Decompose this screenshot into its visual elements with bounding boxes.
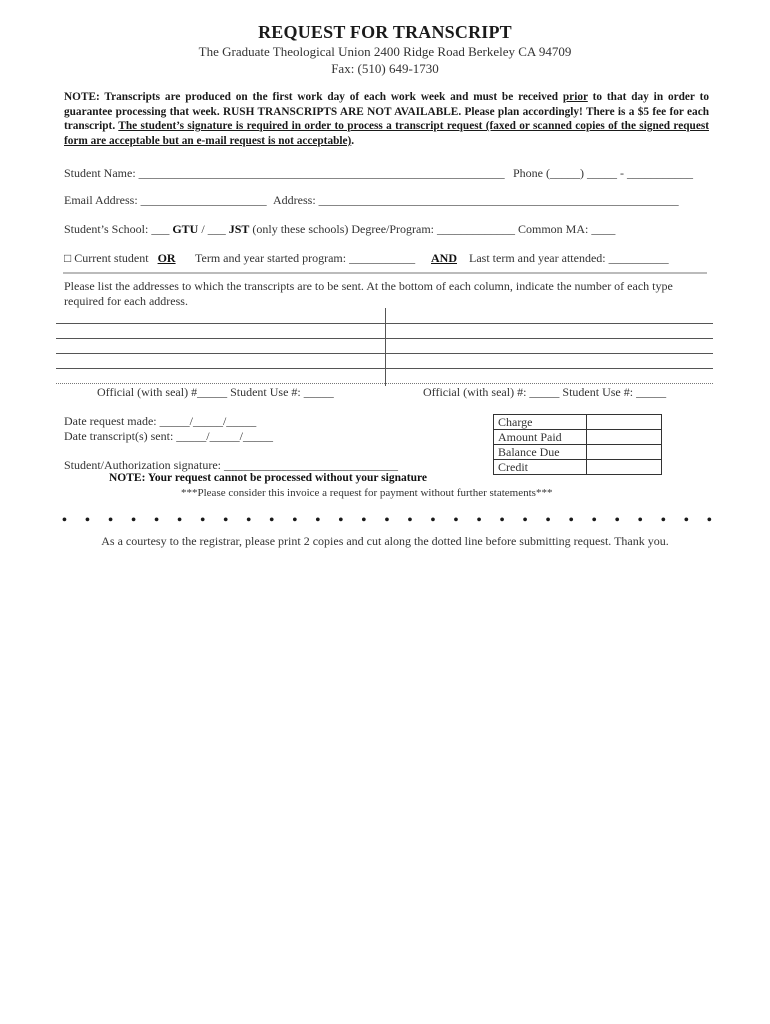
and-label: AND	[431, 251, 457, 265]
cut-line	[62, 513, 712, 529]
cut-dot: •	[660, 513, 666, 528]
school-separator[interactable]: / ___	[198, 222, 229, 236]
cut-dot: •	[384, 513, 390, 528]
cut-dot: •	[62, 513, 67, 528]
page-title: REQUEST FOR TRANSCRIPT	[258, 22, 512, 42]
amount-paid-label: Amount Paid	[494, 430, 587, 445]
cut-dot: •	[315, 513, 321, 528]
cut-dot: •	[361, 513, 367, 528]
phone-field[interactable]: Phone (_____) _____ - ___________	[513, 166, 693, 180]
credit-value[interactable]	[587, 460, 662, 475]
cut-dot: •	[200, 513, 206, 528]
cut-dot: •	[453, 513, 459, 528]
cut-dot: •	[292, 513, 298, 528]
charge-label: Charge	[494, 415, 587, 430]
table-row	[494, 415, 662, 430]
or-label: OR	[157, 251, 176, 265]
note-signature-requirement: The student’s signature is required in order to process a transcript request (faxed or scanned copies of the signed request form are acceptable but an e-mail request is not acceptable)	[64, 120, 709, 147]
cut-dot: •	[499, 513, 505, 528]
address-line-2[interactable]	[56, 338, 713, 339]
cut-dot: •	[683, 513, 689, 528]
cut-dot: •	[246, 513, 252, 528]
degree-program-field[interactable]: (only these schools) Degree/Program: _____________ Common MA: ____	[249, 222, 616, 236]
jst-label: JST	[228, 222, 250, 236]
section-divider	[63, 272, 707, 274]
cut-dot: •	[223, 513, 229, 528]
cut-dot: •	[154, 513, 160, 528]
cut-dot: •	[522, 513, 528, 528]
cut-dot: •	[269, 513, 275, 528]
charges-table	[493, 414, 662, 475]
courtesy-note: As a courtesy to the registrar, please print 2 copies and cut along the dotted line before submitting request. Thank you.	[101, 534, 669, 548]
cut-dot: •	[614, 513, 620, 528]
amount-paid-value[interactable]	[587, 430, 662, 445]
cut-dot: •	[131, 513, 136, 528]
cut-dot: •	[476, 513, 482, 528]
address-column-divider	[385, 308, 386, 386]
left-copies-count[interactable]: Official (with seal) #_____ Student Use #: _____	[97, 385, 334, 399]
invoice-note: ***Please consider this invoice a request for payment without further statements***	[181, 487, 553, 499]
cut-dot: •	[637, 513, 643, 528]
table-row	[494, 460, 662, 475]
email-field[interactable]: Email Address: _____________________	[64, 193, 267, 207]
current-student-label: Current student	[71, 251, 152, 265]
table-row	[494, 430, 662, 445]
address-line-3[interactable]	[56, 353, 713, 354]
fax-number: Fax: (510) 649-1730	[331, 61, 439, 76]
processing-note	[64, 90, 709, 148]
enrollment-line	[64, 251, 176, 266]
date-request-made-field[interactable]: Date request made: _____/_____/_____	[64, 414, 257, 428]
cut-dot: •	[706, 513, 712, 528]
right-copies-count[interactable]: Official (with seal) #: _____ Student Use #: _____	[423, 385, 667, 399]
signature-note: NOTE: Your request cannot be processed without your signature	[109, 472, 427, 484]
cut-dot: •	[108, 513, 113, 528]
table-row	[494, 445, 662, 460]
credit-label: Credit	[494, 460, 587, 475]
cut-dot: •	[177, 513, 183, 528]
date-sent-field[interactable]: Date transcript(s) sent: _____/_____/_____	[64, 429, 273, 443]
signature-field[interactable]: Student/Authorization signature: _____________________________	[64, 458, 398, 472]
gtu-label: GTU	[172, 222, 199, 236]
cut-dot: •	[338, 513, 344, 528]
balance-due-value[interactable]	[587, 445, 662, 460]
note-prior: prior	[562, 91, 588, 103]
cut-dot: •	[85, 513, 90, 528]
current-student-checkbox[interactable]: □	[64, 251, 72, 265]
address-line-4[interactable]	[56, 368, 713, 369]
cut-dot: •	[430, 513, 436, 528]
cut-dot: •	[407, 513, 413, 528]
charge-value[interactable]	[587, 415, 662, 430]
school-line	[64, 222, 615, 237]
address-line-5[interactable]	[56, 383, 713, 384]
balance-due-label: Balance Due	[494, 445, 587, 460]
note-end: .	[351, 134, 355, 147]
institution-address: The Graduate Theological Union 2400 Ridge Road Berkeley CA 94709	[198, 44, 572, 59]
last-term-field[interactable]: Last term and year attended: __________	[469, 251, 669, 265]
cut-dot: •	[545, 513, 551, 528]
term-started-field[interactable]: Term and year started program: ___________	[195, 251, 416, 265]
cut-dot: •	[591, 513, 597, 528]
note-text-1: NOTE: Transcripts are produced on the first work day of each work week and must be received	[64, 91, 563, 103]
student-name-field[interactable]: Student Name: _____________________________________________________________	[64, 166, 505, 180]
address-line-1[interactable]	[56, 323, 713, 324]
cut-dot: •	[568, 513, 574, 528]
address-field[interactable]: Address: ____________________________________________________________	[273, 193, 679, 207]
school-label[interactable]: Student’s School: ___	[64, 222, 170, 236]
address-instructions: Please list the addresses to which the transcripts are to be sent. At the bottom of each column, indicate the number of each type required for each address.	[64, 279, 673, 308]
note-text-2: to that day in order to guarantee processing that week. RUSH TRANSCRIPTS ARE NOT AVAILABLE. Please plan accordingly! There is a $5 fee for each transcript.	[64, 91, 709, 133]
